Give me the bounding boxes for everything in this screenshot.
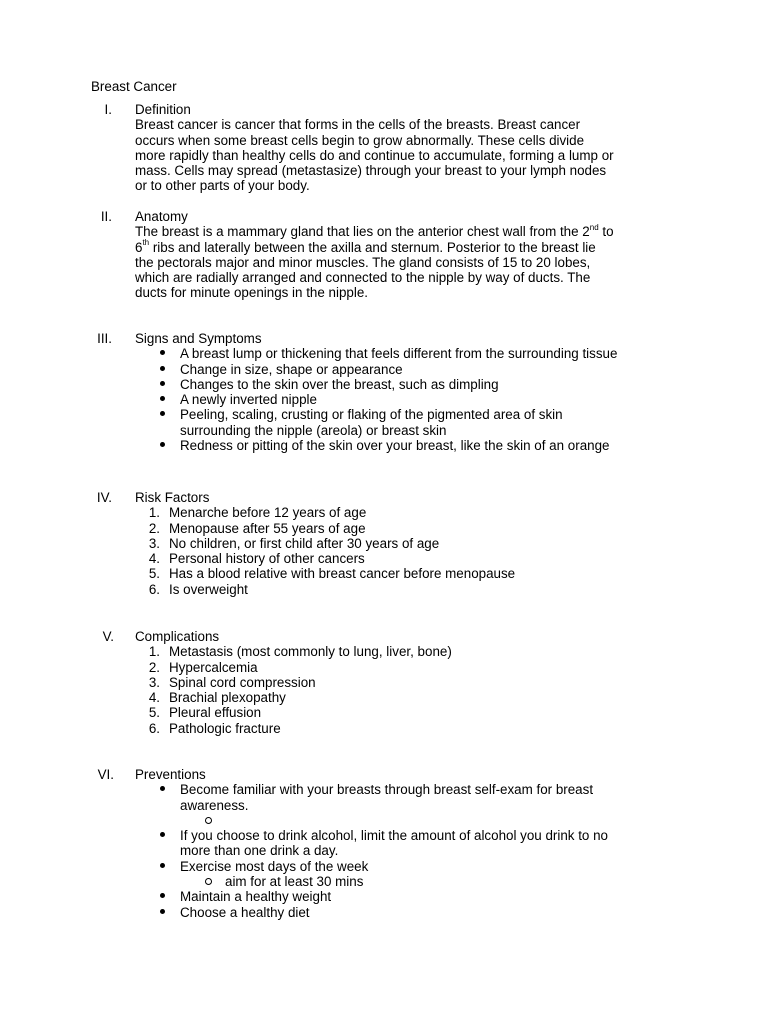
paragraph-line: more rapidly than healthy cells do and continue to accumulate, forming a lump or [135,147,614,163]
list-item: 2. Hypercalcemia [148,659,258,675]
paragraph-line: ducts for minute openings in the nipple. [135,285,368,301]
list-item: If you choose to drink alcohol, limit the amount of alcohol you drink to no [135,828,695,843]
list-item: 4. Brachial plexopathy [148,690,286,706]
bullet-icon [140,438,184,453]
list-item: 5. Pleural effusion [148,705,262,721]
list-item: Changes to the skin over the breast, such as dimpling [135,377,735,392]
hollow-bullet-icon [203,813,213,828]
bullet-icon [140,782,184,797]
list-item-continuation: surrounding the nipple (areola) or breast skin [180,422,447,438]
bullet-icon [140,905,184,920]
section-heading: Complications [135,629,220,644]
list-item: 1. Menarche before 12 years of age [148,505,367,521]
paragraph-line: occurs when some breast cells begin to grow abnormally. These cells divide [135,132,585,148]
section-numeral: IV. [96,490,112,505]
bullet-icon [140,889,184,904]
paragraph-line: The breast is a mammary gland that lies on the anterior chest wall from the 2nd to [135,222,614,240]
bullet-icon [140,362,184,377]
section-heading: Signs and Symptoms [135,331,262,346]
list-item: Peeling, scaling, crusting or flaking of the pigmented area of skin [135,407,735,422]
paragraph-line: which are radially arranged and connected to the nipple by way of ducts. The [135,270,591,286]
list-item: 6. Is overweight [148,581,248,597]
paragraph-line: mass. Cells may spread (metastasize) through your breast to your lymph nodes [135,163,607,179]
list-item: Redness or pitting of the skin over your breast, like the skin of an orange [135,438,735,453]
section-heading: Anatomy [135,209,188,224]
list-item: 5. Has a blood relative with breast cancer before menopause [148,566,516,582]
section-heading: Risk Factors [135,490,210,505]
list-item-continuation: more than one drink a day. [180,843,339,859]
list-item: 4. Personal history of other cancers [148,551,365,567]
bullet-icon [140,828,184,843]
list-item-continuation: awareness. [180,797,249,813]
bullet-icon [140,859,184,874]
list-item: 2. Menopause after 55 years of age [148,520,366,536]
paragraph-line: 6th ribs and laterally between the axilla and sternum. Posterior to the breast lie [135,238,596,255]
section-numeral: II. [100,209,112,224]
list-item: Choose a healthy diet [135,905,695,920]
bullet-icon [140,392,184,407]
section-heading: Definition [135,102,191,117]
sub-list-item: aim for at least 30 mins [135,874,695,889]
paragraph-line: Breast cancer is cancer that forms in the cells of the breasts. Breast cancer [135,117,581,133]
section-heading: Preventions [135,767,206,782]
list-item: 1. Metastasis (most commonly to lung, liver, bone) [148,644,452,660]
bullet-icon [140,407,184,422]
list-item: Become familiar with your breasts through breast self-exam for breast [135,782,695,797]
list-item: Change in size, shape or appearance [135,362,735,377]
list-item: 3. No children, or first child after 30 years of age [148,535,440,551]
bullet-icon [140,346,184,361]
section-numeral: VI. [97,767,114,782]
list-item: A breast lump or thickening that feels different from the surrounding tissue [135,346,735,361]
list-item: Maintain a healthy weight [135,889,695,904]
list-item: 6. Pathologic fracture [148,720,281,736]
list-item: A newly inverted nipple [135,392,735,407]
section-numeral: III. [97,331,112,346]
hollow-bullet-icon [203,874,213,889]
section-numeral: I. [104,102,112,117]
paragraph-line: the pectorals major and minor muscles. The gland consists of 15 to 20 lobes, [135,254,591,270]
list-item: Exercise most days of the week [135,859,695,874]
sub-list-item-empty [135,813,695,828]
section-numeral: V. [102,629,114,644]
bullet-icon [140,377,184,392]
document-title: Breast Cancer [91,79,177,94]
paragraph-line: or to other parts of your body. [135,178,310,194]
list-item: 3. Spinal cord compression [148,674,316,690]
